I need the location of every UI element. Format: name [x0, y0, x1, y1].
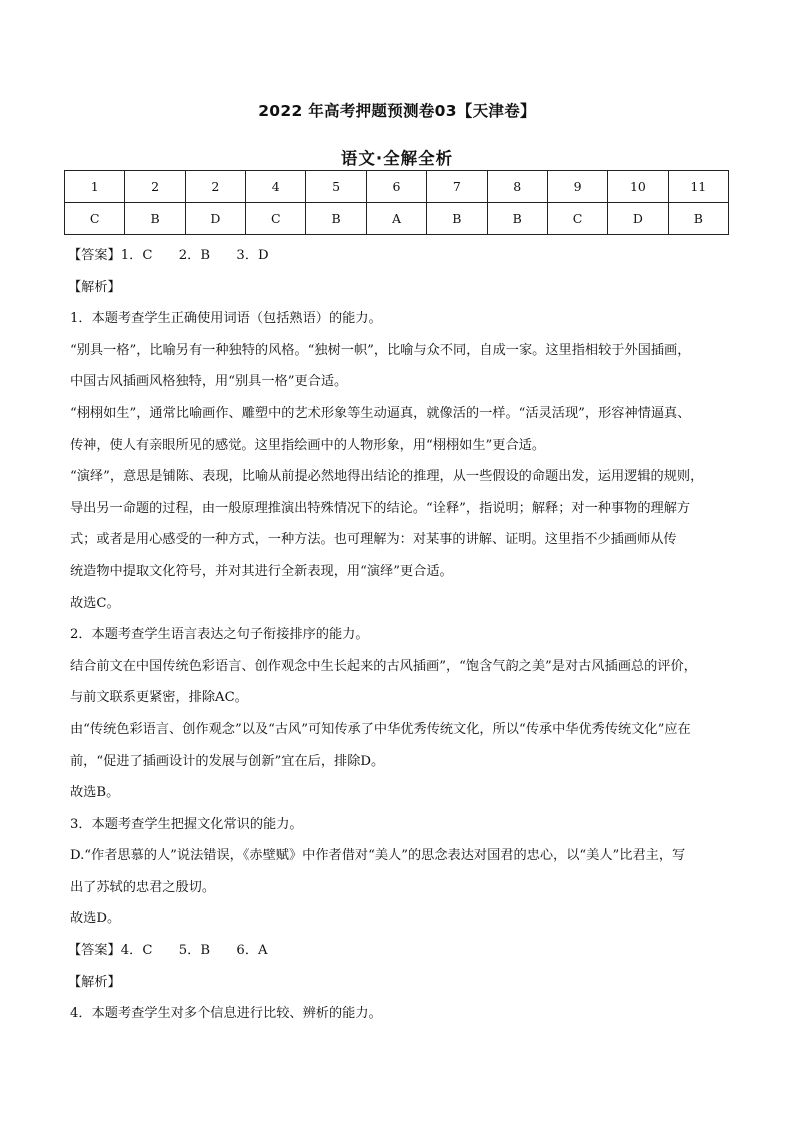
paragraph-line: “别具一格”，比喻另有一种独特的风格。“独树一帜”，比喻与众不同，自成一家。这里指相较于外国插画，: [70, 342, 691, 358]
question-number-cell: 1: [65, 171, 125, 203]
answer-cell: B: [487, 203, 547, 235]
question-heading: 2．本题考查学生语言表达之句子衔接排序的能力。: [70, 627, 369, 643]
question-number-cell: 10: [608, 171, 668, 203]
question-heading: 4．本题考查学生对多个信息进行比较、辨析的能力。: [70, 1006, 382, 1022]
analysis-heading: 【解析】: [68, 974, 121, 990]
answer-cell: B: [306, 203, 366, 235]
paragraph-line: 统造物中提取文化符号，并对其进行全新表现，用“演绎”更合适。: [70, 563, 453, 579]
question-number-cell: 4: [246, 171, 306, 203]
page-title: 2022 年高考押题预测卷03【天津卷】: [258, 102, 536, 120]
question-heading: 3．本题考查学生把握文化常识的能力。: [70, 816, 303, 832]
answer-line: 【答案】1．C 2．B 3．D: [68, 248, 269, 263]
paragraph-line: 出了苏轼的忠君之殷切。: [70, 879, 216, 895]
paragraph-line: 式；或者是用心感受的一种方式，一种方法。也可理解为：对某事的讲解、证明。这里指不少插画师从传: [70, 532, 677, 548]
paragraph-line: 与前文联系更紧密，排除AC。: [70, 690, 248, 706]
answer-cell: C: [65, 203, 125, 235]
question-number-cell: 11: [668, 171, 728, 203]
question-heading: 1．本题考查学生正确使用词语（包括熟语）的能力。: [70, 311, 382, 327]
paragraph-line: “演绎”，意思是铺陈、表现，比喻从前提必然地得出结论的推理，从一些假设的命题出发，运用逻辑的规则，: [70, 469, 704, 485]
question-number-cell: 2: [185, 171, 245, 203]
answer-cell: B: [125, 203, 185, 235]
answer-table: [64, 170, 729, 235]
analysis-heading: 【解析】: [68, 279, 121, 295]
question-number-cell: 7: [427, 171, 487, 203]
conclusion-line: 故选B。: [70, 785, 120, 801]
paragraph-line: 中国古风插画风格独特，用“别具一格”更合适。: [70, 374, 348, 390]
answer-cell: C: [547, 203, 607, 235]
paragraph-line: 由“传统色彩语言、创作观念”以及“古风”可知传承了中华优秀传统文化，所以“传承中华优秀传统文化”应在: [70, 721, 691, 737]
answer-cell: D: [608, 203, 668, 235]
answer-cell: B: [427, 203, 487, 235]
paragraph-line: 传神，使人有亲眼所见的感觉。这里指绘画中的人物形象，用“栩栩如生”更合适。: [70, 437, 546, 453]
question-number-cell: 9: [547, 171, 607, 203]
question-number-cell: 2: [125, 171, 185, 203]
answer-table-number-row: [65, 171, 729, 203]
paragraph-line: D.“作者思慕的人”说法错误，《赤壁赋》中作者借对“美人”的思念表达对国君的忠心，以“美人”比君主，写: [70, 848, 686, 864]
answer-cell: A: [366, 203, 426, 235]
conclusion-line: 故选C。: [70, 595, 120, 611]
explanation-body: [70, 240, 732, 1030]
answer-line: 【答案】4．C 5．B 6．A: [68, 943, 268, 959]
page-subtitle: 语文·全解全析: [340, 149, 454, 168]
answer-cell: C: [246, 203, 306, 235]
paragraph-line: 导出另一命题的过程，由一般原理推演出特殊情况下的结论。“诠释”，指说明；解释；对一种事物的理解方: [70, 500, 691, 516]
paragraph-line: “栩栩如生”，通常比喻画作、雕塑中的艺术形象等生动逼真，就像活的一样。“活灵活现”，形容神情逼真、: [70, 405, 691, 421]
paragraph-line: 结合前文在中国传统色彩语言、创作观念中生长起来的古风插画”，“饱含气韵之美”是对古风插画总的评价，: [70, 658, 697, 674]
answer-cell: B: [668, 203, 728, 235]
question-number-cell: 5: [306, 171, 366, 203]
answer-cell: D: [185, 203, 245, 235]
conclusion-line: 故选D。: [70, 911, 121, 927]
question-number-cell: 8: [487, 171, 547, 203]
paragraph-line: 前，“促进了插画设计的发展与创新”宜在后，排除D。: [70, 753, 385, 769]
answer-table-answer-row: [65, 203, 729, 235]
question-number-cell: 6: [366, 171, 426, 203]
